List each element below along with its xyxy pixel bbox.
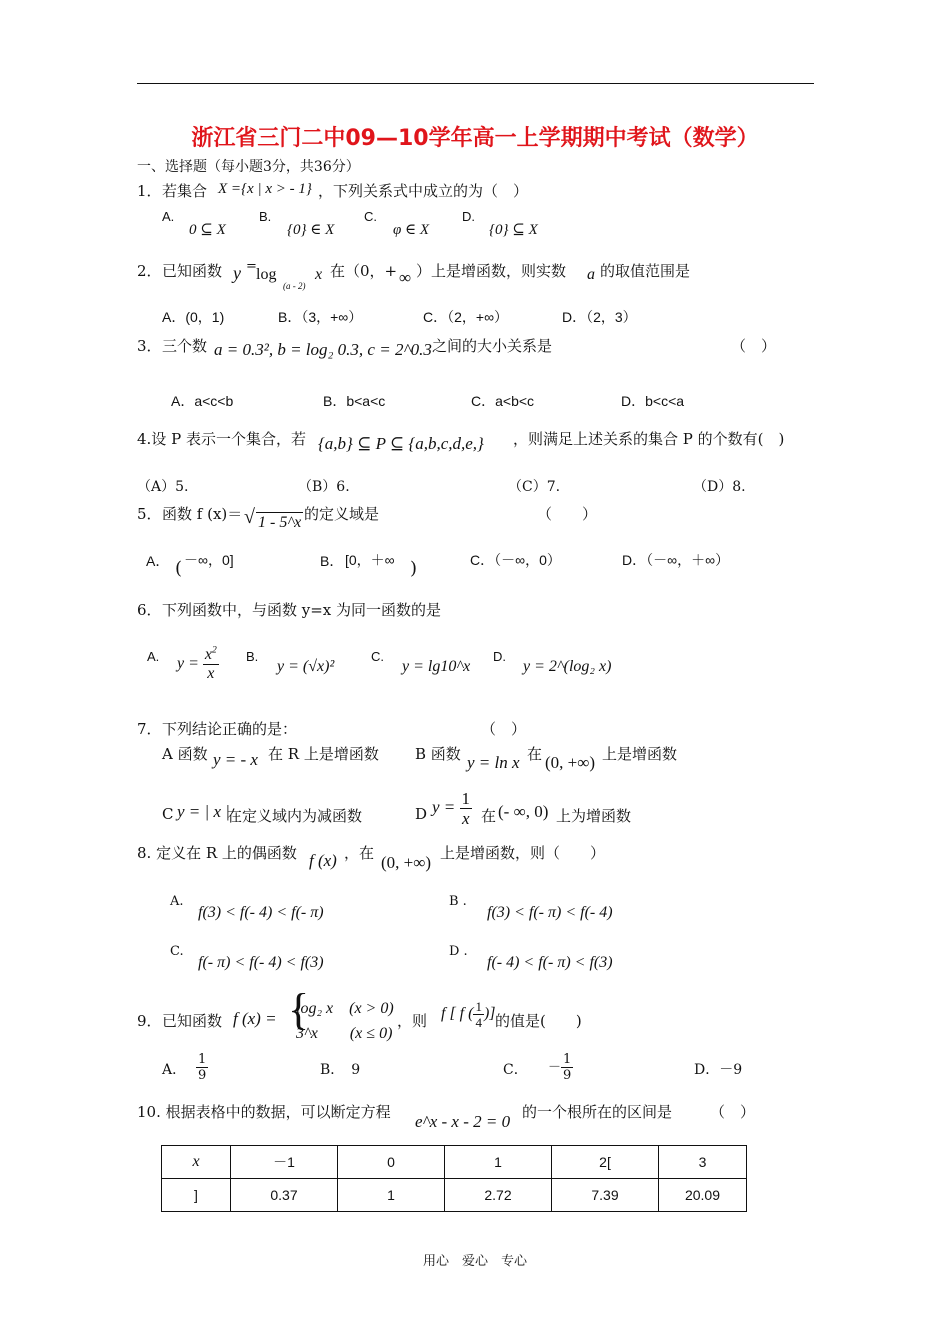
q1-number: 1． — [137, 182, 162, 200]
q8-option-d: f(- 4) < f(- π) < f(3) — [487, 954, 613, 971]
q5-option-a: －∞，0] — [184, 552, 234, 568]
q5-number: 5． — [137, 505, 162, 523]
q6-option-b: y = (√x)² — [277, 658, 335, 675]
q6-label-b: B. — [246, 649, 259, 664]
q9-case-2: 3^x (x ≤ 0) — [296, 1025, 393, 1042]
header-rule — [137, 83, 814, 84]
q8-label-b: B . — [449, 894, 467, 909]
q5-option-b: [0，＋∞ — [345, 552, 395, 568]
table-cell: 1 — [338, 1179, 445, 1212]
q5-option-b-paren: ) — [410, 558, 418, 579]
q10-tail: 的一个根所在的区间是 — [522, 1103, 673, 1121]
q6-label-c: C. — [371, 649, 384, 664]
q2-option-b: B．（3，+∞） — [278, 309, 363, 325]
table-cell: 0 — [338, 1146, 445, 1179]
q5-option-d: D．（－∞，＋∞） — [622, 552, 730, 568]
q9-option-a-label: A． — [162, 1062, 187, 1078]
table-cell: 7.39 — [552, 1179, 659, 1212]
q6-option-c: y = lg10^x — [402, 658, 471, 675]
q5-option-c: C．（－∞，0） — [470, 552, 561, 568]
table-cell: 3 — [659, 1146, 747, 1179]
q2-number: 2． — [137, 262, 162, 280]
q7-d-text3: 上为增函数 — [556, 807, 632, 825]
q7-b-text2: 在 — [527, 745, 543, 763]
q2-mid1: 在（0，+ — [330, 262, 398, 280]
q8-label-a: A. — [170, 894, 184, 909]
q10-stem: 10. 根据表格中的数据，可以断定方程 — [137, 1103, 391, 1121]
q7-b-text1: B 函数 — [415, 745, 461, 763]
q7-d-interval: (- ∞, 0) — [498, 802, 549, 821]
q2-infinity: ∞ — [399, 268, 412, 287]
q7-paren: （ ） — [481, 720, 527, 738]
page-footer: 用心 爱心 专心 — [422, 1254, 527, 1269]
q1-option-b: {0} ∈ X — [287, 222, 335, 238]
q3-paren: （ ） — [731, 337, 777, 355]
q7-number: 7． — [137, 720, 162, 738]
q5-paren: （ ） — [537, 505, 598, 523]
q1-label-a: A. — [162, 209, 175, 224]
q7-c-expr: y = | x | — [177, 802, 230, 821]
q2-y: y — [233, 263, 241, 283]
q3-tail: 之间的大小关系是 — [432, 337, 553, 355]
q6-label-a: A. — [147, 649, 160, 664]
q8-option-a: f(3) < f(- 4) < f(- π) — [198, 904, 324, 921]
q1-label-c: C. — [364, 209, 377, 224]
q2-base: (a - 2) — [283, 281, 306, 291]
table-row — [162, 1146, 747, 1179]
q6-label-d: D. — [493, 649, 506, 664]
q9-option-c-label: C． — [503, 1062, 528, 1078]
q6-option-a: y = $\frac{x^2}{x}$ — [177, 644, 217, 682]
q7-stem: 下列结论正确的是： — [162, 720, 298, 738]
q9-mid: ，则 — [397, 1012, 428, 1030]
q2-option-d: D．（2，3） — [562, 309, 637, 325]
q1-label-b: B. — [259, 209, 272, 224]
q2-tail: 的取值范围是 — [600, 262, 691, 280]
q5-option-a-paren: ( — [175, 558, 183, 579]
table-cell: －1 — [231, 1146, 338, 1179]
q4-option-c: （C）7. — [508, 479, 561, 495]
q1-option-c: φ ∈ X — [393, 222, 430, 238]
q5-sqrt-icon: √ — [244, 506, 255, 528]
q7-c-text2: 在定义域内为减函数 — [227, 807, 363, 825]
q8-tail: 上是增函数，则（ ） — [440, 844, 606, 862]
q4-tail: ，则满足上述关系的集合 P 的个数有( ) — [513, 430, 785, 448]
q8-mid: ，在 — [344, 844, 375, 862]
q8-stem: 8. 定义在 R 上的偶函数 — [137, 844, 297, 862]
table-cell: 0.37 — [231, 1179, 338, 1212]
q8-fx: f (x) — [309, 851, 337, 870]
table-cell: 2.72 — [445, 1179, 552, 1212]
q1-label-d: D. — [462, 209, 475, 224]
q9-option-b: B． 9 — [320, 1062, 361, 1078]
q10-paren: （ ） — [710, 1103, 756, 1121]
q2-eq: = — [246, 259, 257, 274]
table-cell: 20.09 — [659, 1179, 747, 1212]
q7-b-interval: (0, +∞) — [545, 753, 596, 772]
q2-log: log — [256, 266, 277, 283]
q7-a-expr: y = - x — [213, 750, 258, 769]
q4-option-d: （D）8. — [693, 479, 746, 495]
q2-option-a: A．(0，1) — [162, 309, 225, 325]
q9-fx: f (x) = — [233, 1009, 277, 1028]
q7-b-expr: y = ln x — [467, 753, 520, 772]
q1-stem: 若集合 — [162, 182, 208, 200]
q1-option-a: 0 ⊆ X — [189, 222, 226, 238]
q8-option-b: f(3) < f(- π) < f(- 4) — [487, 904, 613, 921]
q10-table — [161, 1145, 747, 1212]
q9-expression: f [ f ( $\frac{1}{4}$ )] — [441, 999, 496, 1030]
q8-label-c: C. — [170, 944, 184, 959]
page-title: 浙江省三门二中09—10学年高一上学期期中考试（数学） — [191, 126, 759, 151]
q7-c-text1: C — [162, 805, 174, 823]
q7-b-text3: 上是增函数 — [602, 745, 678, 763]
q7-a-text2: 在 R 上是增函数 — [268, 745, 379, 763]
q8-option-c: f(- π) < f(- 4) < f(3) — [198, 954, 324, 971]
q4-expression: {a,b} ⊆ P ⊆ {a,b,c,d,e,} — [318, 434, 484, 453]
q3-stem: 三个数 — [162, 337, 208, 355]
q1-option-d: {0} ⊆ X — [489, 222, 538, 238]
q9-option-d: D．－9 — [694, 1062, 743, 1078]
q6-option-d: y = 2^(log₂ x) — [523, 658, 612, 675]
q9-case-1: log₂ x (x > 0) — [296, 1000, 394, 1017]
q3-option-d: D．b<c<a — [621, 393, 685, 409]
table-cell: x — [162, 1146, 231, 1179]
q2-x: x — [315, 266, 323, 283]
q9-option-a: $\frac{1}{9}$ — [198, 1052, 207, 1083]
q8-interval: (0, +∞) — [381, 853, 432, 872]
q3-option-b: B．b<a<c — [323, 393, 386, 409]
q9-tail: 的值是( ) — [495, 1012, 582, 1030]
q5-option-a-label: A． — [146, 553, 170, 569]
q3-option-c: C．a<b<c — [471, 393, 535, 409]
q6-number: 6． — [137, 601, 162, 619]
q7-d-text1: D — [415, 805, 428, 823]
q3-expression: a = 0.3², b = log₂ 0.3, c = 2^0.3 — [214, 340, 432, 359]
q5-stem: 函数 f (x)＝ — [162, 505, 243, 523]
q9-number: 9． — [137, 1012, 162, 1030]
q2-mid2: ）上是增函数，则实数 — [416, 262, 567, 280]
q5-option-b-label: B． — [320, 553, 344, 569]
q10-expression: e^x - x - 2 = 0 — [415, 1112, 511, 1131]
q2-a: a — [587, 266, 595, 283]
q1-set: X ={x | x > - 1} — [218, 181, 312, 197]
table-cell: 1 — [445, 1146, 552, 1179]
table-row — [162, 1179, 747, 1212]
q5-tail: 的定义域是 — [304, 505, 380, 523]
q9-stem: 已知函数 — [162, 1012, 223, 1030]
q7-d-text2: 在 — [481, 807, 497, 825]
table-cell: 2[ — [552, 1146, 659, 1179]
q4-option-b: （B）6. — [298, 479, 350, 495]
q9-brace-icon: { — [288, 985, 310, 1034]
q3-number: 3． — [137, 337, 162, 355]
q2-option-c: C．（2，+∞） — [423, 309, 509, 325]
q4-stem: 4.设 P 表示一个集合，若 — [137, 430, 306, 448]
q2-stem: 已知函数 — [162, 262, 223, 280]
q4-option-a: （A）5. — [137, 479, 189, 495]
q6-stem: 下列函数中，与函数 y=x 为同一函数的是 — [162, 601, 442, 619]
section-heading: 一、选择题（每小题3分，共36分） — [137, 159, 360, 175]
q7-a-text1: A 函数 — [162, 745, 208, 763]
q8-label-d: D . — [449, 944, 468, 959]
q9-option-c: － $\frac{1}{9}$ — [548, 1052, 572, 1083]
q3-option-a: A．a<c<b — [171, 393, 234, 409]
table-cell: ] — [162, 1179, 231, 1212]
q1-tail: ，下列关系式中成立的为（ ） — [318, 182, 529, 200]
q5-radicand: 1 - 5^x — [258, 514, 302, 531]
q7-d-expr: y = $\frac{1}{x}$ — [432, 789, 471, 828]
